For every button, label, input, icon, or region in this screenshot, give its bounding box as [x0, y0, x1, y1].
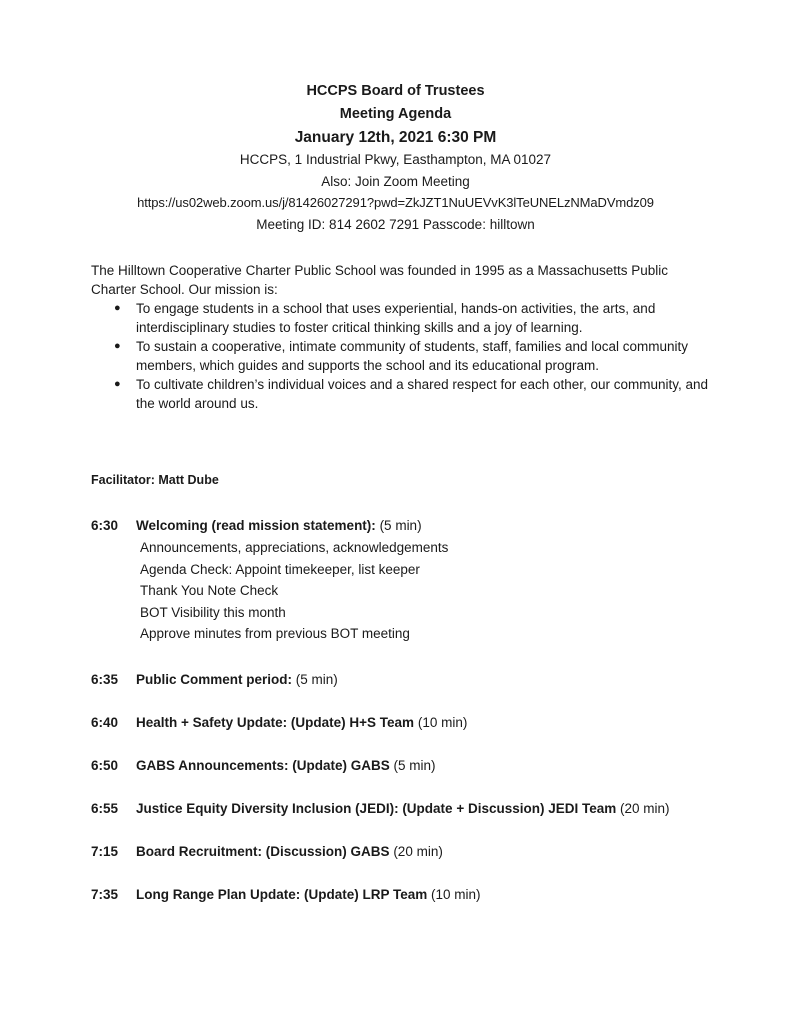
agenda-item-title: Justice Equity Diversity Inclusion (JEDI): (Update + Discussion) JEDI Team: [136, 800, 617, 816]
agenda-item: [91, 755, 731, 777]
agenda-item-text: [136, 798, 670, 820]
agenda-item: [91, 841, 731, 863]
agenda-item-text: [136, 669, 338, 691]
agenda-item-text: [136, 841, 443, 863]
mission-bullet-text: To cultivate children’s individual voices and a shared respect for each other, our community, and the world around us.: [136, 377, 709, 411]
meeting-address: HCCPS, 1 Industrial Pkwy, Easthampton, MA 01027: [239, 152, 552, 167]
agenda-item-title: Long Range Plan Update: (Update) LRP Team: [136, 886, 428, 902]
mission-bullet-text: To sustain a cooperative, intimate community of students, staff, families and local community members, which guides and supports the school and its educational program.: [136, 339, 689, 373]
agenda-time: 6:50: [91, 757, 119, 773]
agenda-duration: (20 min): [393, 843, 443, 859]
meeting-date: January 12th, 2021 6:30 PM: [294, 129, 497, 146]
subitem: Approve minutes from previous BOT meeting: [140, 626, 410, 641]
agenda-time: 6:40: [91, 714, 119, 730]
facilitator: Facilitator: Matt Dube: [91, 473, 219, 487]
meeting-id-line: Meeting ID: 814 2602 7291 Passcode: hilltown: [256, 216, 535, 232]
org-title: HCCPS Board of Trustees: [306, 83, 485, 99]
agenda-duration: (5 min): [393, 757, 436, 773]
zoom-url: https://us02web.zoom.us/j/81426027291?pwd=ZkJZT1NuUEVvK3lTeUNELzNMaDVmdz09: [137, 195, 654, 210]
mission-bullet: [114, 299, 711, 337]
agenda-item-title: Public Comment period:: [136, 671, 293, 687]
agenda-item-title: Health + Safety Update: (Update) H+S Team: [136, 714, 415, 730]
agenda-item: [91, 798, 731, 820]
agenda-item: [91, 884, 731, 906]
subitem: BOT Visibility this month: [140, 604, 286, 620]
subitem: Thank You Note Check: [140, 583, 279, 598]
agenda-time: 7:35: [91, 886, 119, 902]
bullet-icon: ●: [114, 378, 121, 390]
zoom-join-line: Also: Join Zoom Meeting: [321, 173, 470, 189]
mission-bullet: [114, 375, 711, 413]
agenda-item-text: [136, 884, 481, 906]
agenda-item: [91, 712, 731, 734]
agenda-time: 7:15: [91, 843, 119, 859]
spacer: [91, 734, 731, 755]
agenda-item-welcome: [91, 515, 731, 537]
spacer: [91, 863, 731, 884]
agenda-item-text: [136, 712, 467, 734]
spacer: [91, 691, 731, 712]
spacer: [91, 777, 731, 798]
agenda-item-text: [136, 755, 436, 777]
agenda-item-text: [136, 515, 422, 537]
mission-section: [91, 261, 711, 413]
document-header: [0, 80, 791, 235]
agenda-duration: (5 min): [379, 518, 422, 533]
agenda-time: 6:30: [91, 518, 119, 533]
mission-intro: The Hilltown Cooperative Charter Public School was founded in 1995 as a Massachusetts Public Charter School. Our mission is:: [91, 263, 669, 297]
subitem: Agenda Check: Appoint timekeeper, list keeper: [140, 561, 420, 577]
agenda-item: [91, 669, 731, 691]
mission-bullet-text: To engage students in a school that uses experiential, hands-on activities, the arts, and interdisciplinary studies to foster critical thinking skills and a joy of learning.: [136, 301, 656, 335]
agenda-time: 6:55: [91, 800, 119, 816]
agenda-item-title: GABS Announcements: (Update) GABS: [136, 757, 390, 773]
agenda-duration: (5 min): [295, 671, 338, 687]
bullet-icon: ●: [114, 302, 121, 314]
bullet-icon: ●: [114, 340, 121, 352]
mission-bullets: [91, 299, 711, 413]
agenda-time: 6:35: [91, 671, 119, 687]
agenda-item-title: Board Recruitment: (Discussion) GABS: [136, 843, 390, 859]
spacer: [91, 645, 731, 669]
agenda-duration: (10 min): [417, 714, 468, 730]
agenda-item-title: Welcoming (read mission statement):: [136, 518, 376, 533]
agenda-duration: (20 min): [620, 800, 670, 816]
mission-bullet: [114, 337, 711, 375]
spacer: [91, 820, 731, 841]
agenda-duration: (10 min): [431, 886, 481, 902]
document-title: Meeting Agenda: [339, 106, 452, 122]
welcome-subitems: [91, 537, 731, 645]
agenda-list: [91, 515, 731, 906]
subitem: Announcements, appreciations, acknowledgements: [140, 540, 449, 555]
